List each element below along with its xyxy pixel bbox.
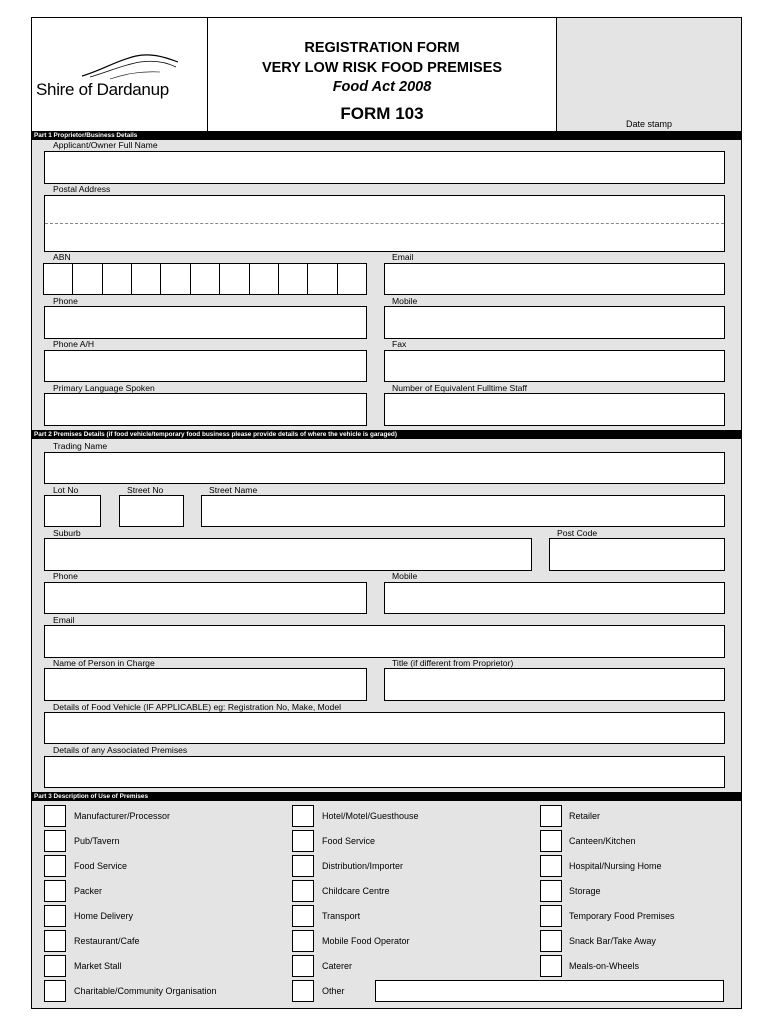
abn-field[interactable] [44, 263, 367, 295]
street-name-label: Street Name [209, 485, 258, 495]
checkbox-restaurant-cafe[interactable] [44, 930, 66, 952]
option-label: Meals-on-Wheels [569, 961, 640, 971]
associated-premises-field[interactable] [44, 756, 725, 788]
suburb-field[interactable] [44, 538, 532, 571]
premises-mobile-field[interactable] [384, 582, 725, 614]
email-label: Email [392, 252, 414, 262]
premises-phone-label: Phone [53, 571, 78, 581]
abn-digit-box[interactable] [337, 263, 367, 295]
applicant-label: Applicant/Owner Full Name [53, 140, 158, 150]
legislation-name: Food Act 2008 [332, 79, 432, 95]
checkbox-childcare[interactable] [292, 880, 314, 902]
option-label: Retailer [569, 811, 601, 821]
option-label: Food Service [322, 836, 376, 846]
option-label: Snack Bar/Take Away [569, 936, 656, 946]
option-label: Transport [322, 911, 361, 921]
person-in-charge-label: Name of Person in Charge [53, 658, 155, 668]
option-label: Caterer [322, 961, 353, 971]
checkbox-canteen[interactable] [540, 830, 562, 852]
checkbox-mobile-food[interactable] [292, 930, 314, 952]
logo-text: Shire of Dardanup [36, 80, 169, 99]
abn-digit-box[interactable] [102, 263, 132, 295]
checkbox-food-service[interactable] [44, 855, 66, 877]
option-label: Distribution/Importer [322, 861, 404, 871]
associated-premises-label: Details of any Associated Premises [53, 745, 188, 755]
abn-digit-box[interactable] [160, 263, 190, 295]
phone-ah-field[interactable] [44, 350, 367, 382]
option-label: Other [322, 986, 345, 996]
checkbox-hotel-motel[interactable] [292, 805, 314, 827]
option-label: Temporary Food Premises [569, 911, 675, 921]
abn-label: ABN [53, 252, 71, 262]
trading-name-field[interactable] [44, 452, 725, 484]
lot-no-label: Lot No [53, 485, 79, 495]
abn-digit-box[interactable] [249, 263, 279, 295]
form-subtitle: VERY LOW RISK FOOD PREMISES [261, 60, 503, 76]
abn-digit-box[interactable] [131, 263, 161, 295]
abn-digit-box[interactable] [72, 263, 102, 295]
part1-heading: Part 1 Proprietor/Business Details [31, 131, 742, 140]
title-field[interactable] [384, 668, 725, 701]
premises-email-field[interactable] [44, 625, 725, 658]
premises-phone-field[interactable] [44, 582, 367, 614]
postcode-label: Post Code [557, 528, 598, 538]
street-no-label: Street No [127, 485, 164, 495]
part3-heading: Part 3 Description of Use of Premises [31, 792, 742, 801]
phone-ah-label: Phone A/H [53, 339, 95, 349]
option-label: Hospital/Nursing Home [569, 861, 662, 871]
option-label: Mobile Food Operator [322, 936, 410, 946]
option-label: Canteen/Kitchen [569, 836, 636, 846]
postal-address-label: Postal Address [53, 184, 111, 194]
email-field[interactable] [384, 263, 725, 295]
checkbox-retailer[interactable] [540, 805, 562, 827]
checkbox-meals-on-wheels[interactable] [540, 955, 562, 977]
food-vehicle-field[interactable] [44, 712, 725, 744]
language-label: Primary Language Spoken [53, 383, 155, 393]
abn-digit-box[interactable] [219, 263, 249, 295]
checkbox-charitable[interactable] [44, 980, 66, 1002]
checkbox-other[interactable] [292, 980, 314, 1002]
date-stamp-area [556, 17, 742, 132]
title-label: Title (if different from Proprietor) [392, 658, 514, 668]
street-no-field[interactable] [119, 495, 184, 527]
option-label: Packer [74, 886, 103, 896]
checkbox-manufacturer[interactable] [44, 805, 66, 827]
checkbox-storage[interactable] [540, 880, 562, 902]
option-label: Storage [569, 886, 601, 896]
street-name-field[interactable] [201, 495, 725, 527]
checkbox-food-service-2[interactable] [292, 830, 314, 852]
checkbox-home-delivery[interactable] [44, 905, 66, 927]
option-label: Pub/Tavern [74, 836, 120, 846]
checkbox-distribution[interactable] [292, 855, 314, 877]
language-field[interactable] [44, 393, 367, 426]
premises-mobile-label: Mobile [392, 571, 418, 581]
checkbox-packer[interactable] [44, 880, 66, 902]
checkbox-temporary[interactable] [540, 905, 562, 927]
fax-label: Fax [392, 339, 407, 349]
option-label: Hotel/Motel/Guesthouse [322, 811, 419, 821]
date-stamp-label: Date stamp [625, 119, 673, 129]
lot-no-field[interactable] [44, 495, 101, 527]
checkbox-caterer[interactable] [292, 955, 314, 977]
applicant-name-field[interactable] [44, 151, 725, 184]
logo-panel [31, 17, 208, 132]
form-title-panel [207, 17, 557, 132]
postal-address-field[interactable] [44, 195, 725, 252]
postcode-field[interactable] [549, 538, 725, 571]
form-title: REGISTRATION FORM [304, 40, 460, 56]
suburb-label: Suburb [53, 528, 81, 538]
abn-digit-box[interactable] [190, 263, 220, 295]
abn-digit-box[interactable] [307, 263, 337, 295]
option-label: Home Delivery [74, 911, 134, 921]
address-divider [45, 223, 724, 224]
checkbox-market-stall[interactable] [44, 955, 66, 977]
part2-heading: Part 2 Premises Details (if food vehicle/temporary food business please provide details of where the vehicle is garaged) [31, 430, 742, 439]
phone-label: Phone [53, 296, 78, 306]
mobile-field[interactable] [384, 306, 725, 339]
checkbox-hospital[interactable] [540, 855, 562, 877]
hills-logo-icon [80, 52, 180, 80]
staff-label: Number of Equivalent Fulltime Staff [392, 383, 528, 393]
mobile-label: Mobile [392, 296, 418, 306]
food-vehicle-label: Details of Food Vehicle (IF APPLICABLE) eg: Registration No, Make, Model [53, 702, 342, 712]
option-label: Food Service [74, 861, 128, 871]
abn-digit-box[interactable] [278, 263, 308, 295]
trading-name-label: Trading Name [53, 441, 108, 451]
premises-email-label: Email [53, 615, 75, 625]
option-label: Market Stall [74, 961, 122, 971]
phone-field[interactable] [44, 306, 367, 339]
checkbox-snack-bar[interactable] [540, 930, 562, 952]
person-in-charge-field[interactable] [44, 668, 367, 701]
checkbox-transport[interactable] [292, 905, 314, 927]
abn-digit-box[interactable] [43, 263, 73, 295]
checkbox-pub-tavern[interactable] [44, 830, 66, 852]
other-details-field[interactable] [375, 980, 724, 1002]
option-label: Restaurant/Cafe [74, 936, 140, 946]
staff-field[interactable] [384, 393, 725, 426]
option-label: Charitable/Community Organisation [74, 986, 217, 996]
fax-field[interactable] [384, 350, 725, 382]
form-number: FORM 103 [340, 104, 424, 123]
option-label: Childcare Centre [322, 886, 390, 896]
option-label: Manufacturer/Processor [74, 811, 171, 821]
